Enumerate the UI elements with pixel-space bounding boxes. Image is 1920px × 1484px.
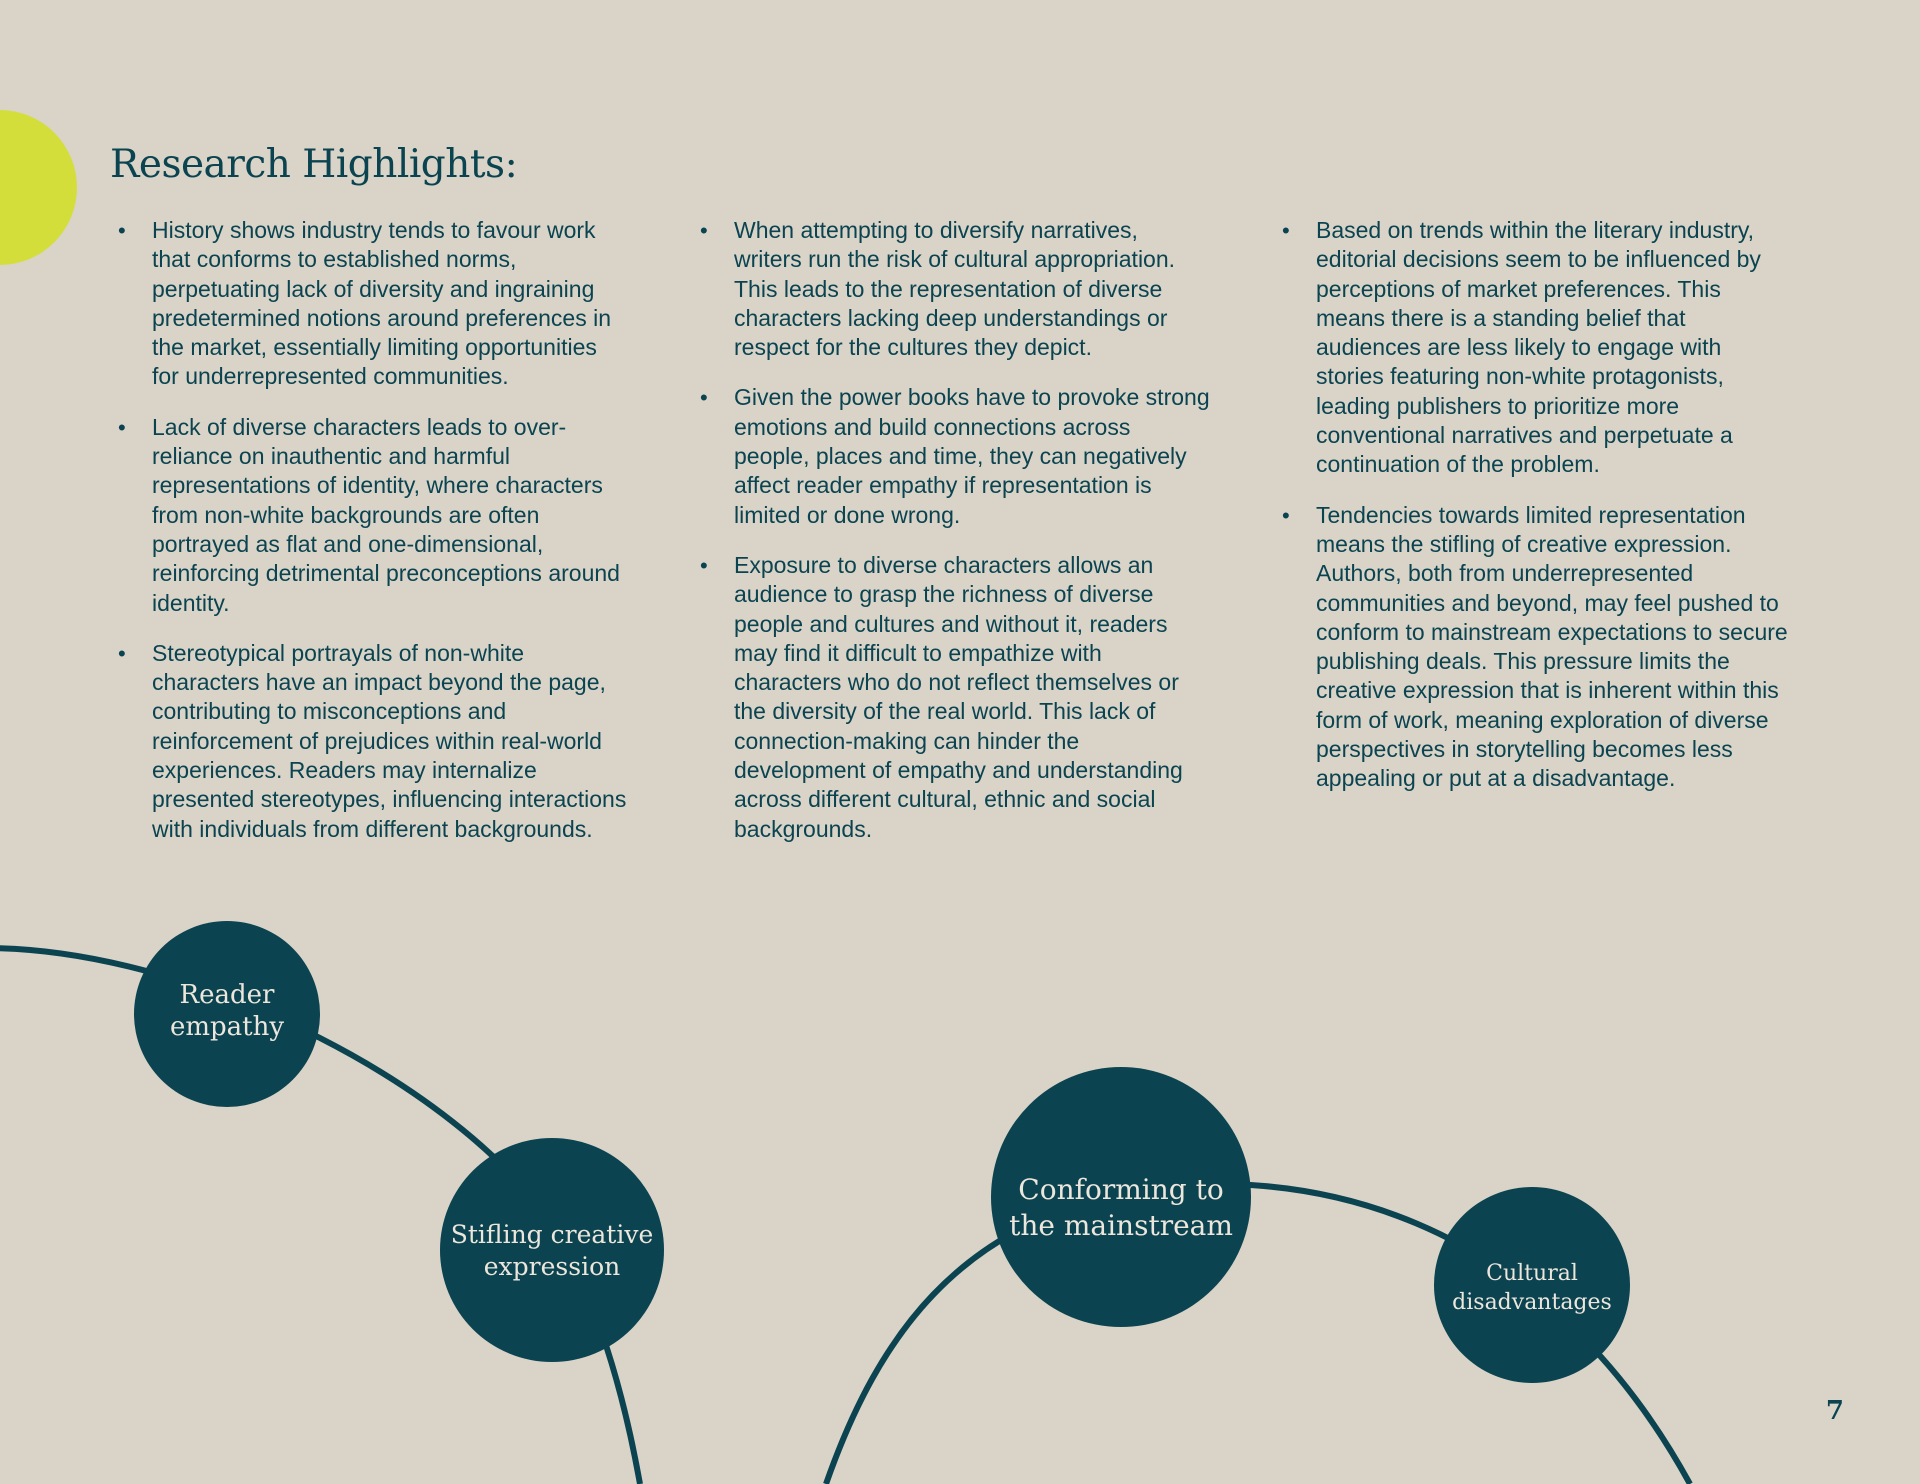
node-circle	[440, 1138, 664, 1362]
node-label-line2: empathy	[169, 1012, 285, 1042]
bullet-item: • When attempting to diversify narratives, writers run the risk of cultural appropriation. This leads to the representation of diverse characters lacking deep understandings or respect for the cultures they depict.	[692, 216, 1212, 362]
node-conforming-to-the-mainstream	[991, 1067, 1251, 1327]
node-label-line2: disadvantages	[1452, 1290, 1612, 1315]
bullet-item: • Stereotypical portrayals of non-white characters have an impact beyond the page, contributing to misconceptions and reinforcement of prejudices within real-world experiences. Readers may internalize presented stereotypes, influencing interactions with individuals from different backgrounds.	[110, 639, 630, 844]
bullet-item: • Given the power books have to provoke strong emotions and build connections across people, places and time, they can negatively affect reader empathy if representation is limited or done wrong.	[692, 383, 1212, 529]
node-label-line2: expression	[483, 1252, 621, 1281]
node-label-line1: Conforming to	[1018, 1173, 1224, 1206]
node-label-line1: Stifling creative	[450, 1220, 654, 1249]
bullet-item: • Lack of diverse characters leads to over-reliance on inauthentic and harmful representations of identity, where characters from non-white backgrounds are often portrayed as flat and one-dimensional, reinforcing detrimental preconceptions around identity.	[110, 413, 630, 618]
bullet-item: • Tendencies towards limited representation means the stifling of creative expression. Authors, both from underrepresented communities and beyond, may feel pushed to conform to mainstream expectations to secure publishing deals. This pressure limits the creative expression that is inherent within this form of work, meaning exploration of diverse perspectives in storytelling becomes less appealing or put at a disadvantage.	[1274, 501, 1794, 794]
bullet-item: • Based on trends within the literary industry, editorial decisions seem to be influenced by perceptions of market preferences. This means there is a standing belief that audiences are less likely to engage with stories featuring non-white protagonists, leading publishers to prioritize more conventional narratives and perpetuate a continuation of the problem.	[1274, 216, 1794, 480]
bullet-item: • History shows industry tends to favour work that conforms to established norms, perpetuating lack of diversity and ingraining predetermined notions around preferences in the market, essentially limiting opportunities for underrepresented communities.	[110, 216, 630, 392]
page-title: Research Highlights:	[110, 142, 518, 187]
node-stifling-creative-expression	[440, 1138, 664, 1362]
node-label-line1: Cultural	[1486, 1261, 1578, 1286]
node-cultural-disadvantages	[1434, 1187, 1630, 1383]
bullet-item: • Exposure to diverse characters allows an audience to grasp the richness of diverse people and cultures and without it, readers may find it difficult to empathize with characters who do not reflect themselves or the diversity of the real world. This lack of connection-making can hinder the development of empathy and understanding across different cultural, ethnic and social backgrounds.	[692, 551, 1212, 844]
node-label-line1: Reader	[179, 980, 275, 1010]
page-number: 7	[1825, 1396, 1844, 1426]
node-reader-empathy	[134, 921, 320, 1107]
node-label-line2: the mainstream	[1009, 1209, 1233, 1242]
